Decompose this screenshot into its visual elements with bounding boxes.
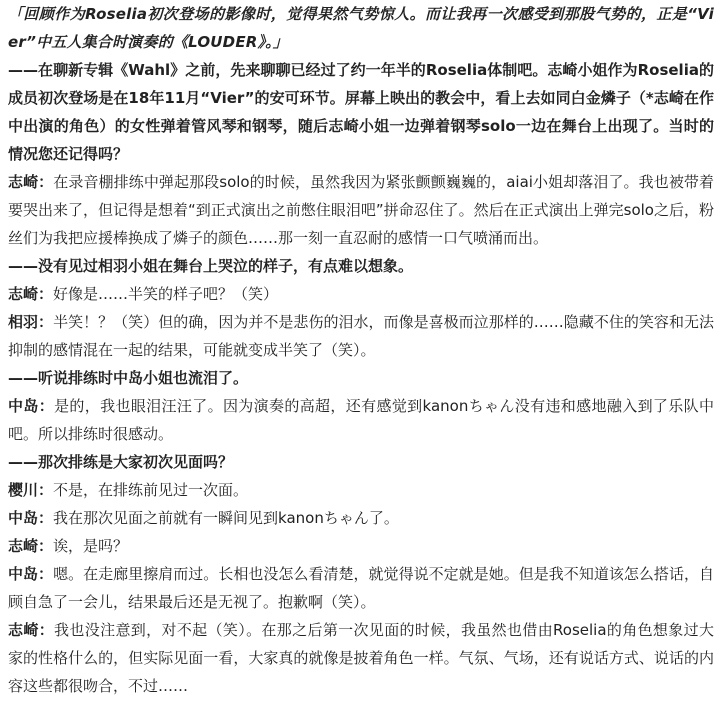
interview-answer [8,560,714,616]
interview-answer [8,476,714,504]
interview-article [8,0,714,700]
interview-answer [8,308,714,364]
answer-text: 不是，在排练前见过一次面。 [53,481,249,499]
speaker-name: 樱川： [8,481,54,499]
speaker-name: 中岛： [8,565,54,583]
speaker-name: 志崎： [8,173,54,191]
interview-question: ——没有见过相羽小姐在舞台上哭泣的样子，有点难以想象。 [8,257,414,275]
interview-question: ——那次排练是大家初次见面吗？ [8,453,234,471]
speaker-name: 中岛： [8,397,55,415]
speaker-name: 中岛： [8,509,54,527]
speaker-name: 志崎： [8,621,55,639]
interview-answer [8,532,714,560]
answer-text: 半笑！？（笑）但的确，因为并不是悲伤的泪水，而像是喜极而泣那样的……隐藏不住的笑容和无法抑制的感情混在一起的结果，可能就变成半笑了（笑）。 [8,313,714,359]
speaker-name: 相羽： [8,313,54,331]
speaker-name: 志崎： [8,537,54,555]
answer-text: 我也没注意到，对不起（笑）。在那之后第一次见面的时候，我虽然也借由Roselia的角色想象过大家的性格什么的，但实际见面一看，大家真的就像是披着角色一样。气氛、气场，还有说话方式、说话的内容这些都很吻合，不过…… [8,621,714,695]
intro-quote: 「回顾作为Roselia初次登场的影像时，觉得果然气势惊人。而让我再一次感受到那股气势的，正是“Vier”中五人集合时演奏的《LOUDER》。」 [8,5,714,51]
answer-text: 嗯。在走廊里擦肩而过。长相也没怎么看清楚，就觉得说不定就是她。但是我不知道该怎么搭话，自顾自急了一会儿，结果最后还是无视了。抱歉啊（笑）。 [8,565,714,611]
interview-answer [8,392,714,448]
answer-text: 是的，我也眼泪汪汪了。因为演奏的高超，还有感觉到kanonちゃん没有违和感地融入到了乐队中吧。所以排练时很感动。 [8,397,714,443]
answer-text: 好像是……半笑的样子吧？（笑） [53,285,279,303]
interview-question: ——听说排练时中岛小姐也流泪了。 [8,369,249,387]
interview-answer [8,504,714,532]
speaker-name: 志崎： [8,285,54,303]
interview-question: ——在聊新专辑《Wahl》之前，先来聊聊已经过了约一年半的Roselia体制吧。志崎小姐作为Roselia的成员初次登场是在18年11月“Vier”的安可环节。屏幕上映出的教会中，看上去如同白金燐子（*志崎在作中出演的角色）的女性弹着管风琴和钢琴，随后志崎小姐一边弹着钢琴solo一边在舞台上出现了。当时的情况您还记得吗？ [8,61,714,163]
answer-text: 在录音棚排练中弹起那段solo的时候，虽然我因为紧张颤颤巍巍的，aiai小姐却落泪了。我也被带着要哭出来了，但记得是想着“到正式演出之前憋住眼泪吧”拼命忍住了。然后在正式演出上弹完solo之后，粉丝们为我把应援棒换成了燐子的颜色……那一刻一直忍耐的感情一口气喷涌而出。 [8,173,714,247]
interview-answer [8,616,714,700]
interview-answer [8,168,714,252]
answer-text: 诶，是吗？ [53,537,129,555]
interview-answer [8,280,714,308]
answer-text: 我在那次见面之前就有一瞬间见到kanonちゃん了。 [53,509,399,527]
